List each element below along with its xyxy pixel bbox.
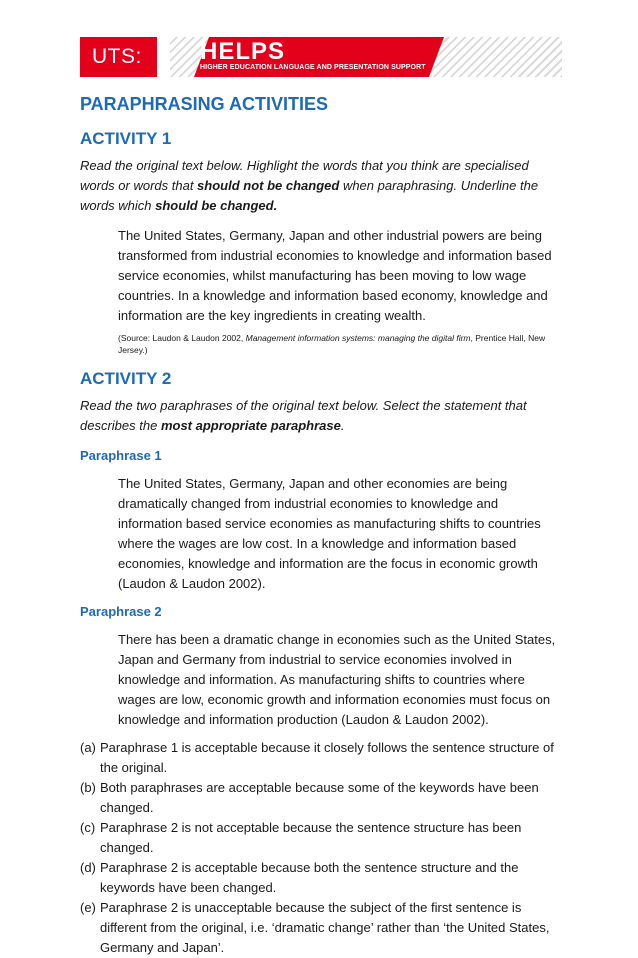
option-label: (b) [80, 780, 96, 795]
activity1-heading: ACTIVITY 1 [80, 129, 172, 148]
source-suffix: , Prentice Hall, New Jersey.) [118, 333, 546, 355]
helps-logo-title: HELPS [200, 38, 286, 65]
option-label: (d) [80, 860, 96, 875]
option-item[interactable] [80, 778, 564, 818]
source-prefix: (Source: Laudon & Laudon 2002, [118, 333, 246, 343]
option-item[interactable] [80, 858, 564, 898]
option-text: Paraphrase 2 is unacceptable because the subject of the first sentence is different from the original, i.e. ‘dramatic change’ rather than ‘the United States, Germany and Japan’. [100, 900, 550, 955]
page-header [80, 37, 562, 77]
paraphrase2-text: There has been a dramatic change in economies such as the United States, Japan and Germany from industrial to service economies involved in knowledge and information. As manufacturing shifts to countries where wages are low, economic growth and information economies must focus on knowledge and information production (Laudon & Laudon 2002). [118, 632, 556, 727]
uts-logo [80, 37, 157, 77]
activity1-instruction-bold2: should be changed. [155, 198, 278, 213]
page-title: PARAPHRASING ACTIVITIES [80, 94, 329, 114]
paraphrase1-heading: Paraphrase 1 [80, 448, 162, 463]
activity1-instruction-part1: Read the original text below. Highlight the words that you think are specialised words or words that [80, 158, 529, 193]
source-title: Management information systems: managing the digital firm [245, 333, 471, 343]
activity1-instruction-part2: when paraphrasing. Underline the words which [80, 178, 539, 213]
option-item[interactable] [80, 898, 564, 958]
activity2-instruction-part1: Read the two paraphrases of the original text below. Select the statement that describes the [80, 398, 527, 433]
paraphrase2-heading: Paraphrase 2 [80, 604, 162, 619]
option-label: (e) [80, 900, 96, 915]
activity1-instruction-bold1: should not be changed [197, 178, 340, 193]
source-citation [118, 332, 564, 356]
original-text: The United States, Germany, Japan and other industrial powers are being transformed from industrial economies to knowledge and information based service economies, whilst manufacturing has been moving to low wage countries. In a knowledge and information based economy, knowledge and information are the key ingredients in creating wealth. [118, 228, 552, 323]
activity2-instruction [80, 396, 564, 436]
uts-logo-text: UTS: [92, 45, 142, 68]
activity2-instruction-part2: . [340, 418, 345, 433]
option-text: Paraphrase 2 is acceptable because both the sentence structure and the keywords have been changed. [100, 860, 519, 895]
helps-logo-subtitle: HIGHER EDUCATION LANGUAGE AND PRESENTATION SUPPORT [200, 64, 426, 71]
option-text: Paraphrase 1 is acceptable because it closely follows the sentence structure of the original. [100, 740, 554, 775]
option-label: (c) [80, 820, 96, 835]
helps-banner [170, 37, 562, 77]
activity1-instruction [80, 156, 564, 216]
option-item[interactable] [80, 818, 564, 858]
document-body [80, 92, 564, 958]
paraphrase1-text: The United States, Germany, Japan and other economies are being dramatically changed from industrial economies to knowledge and information based service economies as manufacturing shifts to countries where the wages are low cost. In a knowledge and information based economies, knowledge and information are the focus in economic growth (Laudon & Laudon 2002). [118, 476, 541, 591]
option-label: (a) [80, 740, 96, 755]
answer-options [80, 738, 564, 958]
activity2-instruction-bold: most appropriate paraphrase [160, 418, 341, 433]
option-text: Both paraphrases are acceptable because some of the keywords have been changed. [100, 780, 539, 815]
option-text: Paraphrase 2 is not acceptable because the sentence structure has been changed. [100, 820, 522, 855]
option-item[interactable] [80, 738, 564, 778]
activity2-heading: ACTIVITY 2 [80, 369, 172, 388]
